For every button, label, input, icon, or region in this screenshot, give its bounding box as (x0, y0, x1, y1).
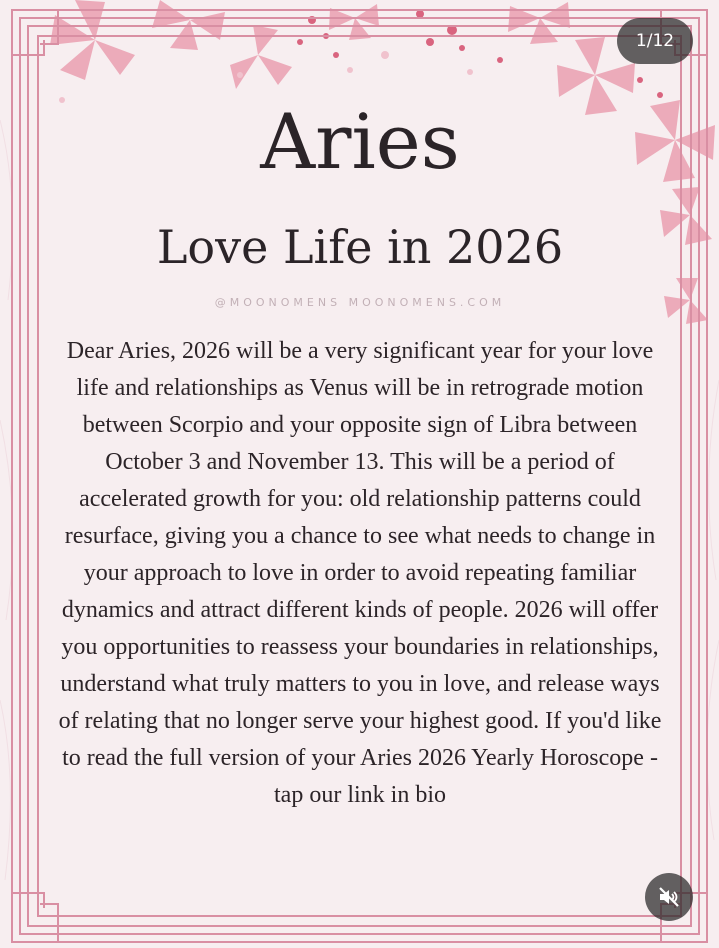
speaker-muted-icon (657, 885, 681, 909)
carousel-page-indicator: 1/12 (617, 18, 693, 64)
watermark-text: @MOONOMENS MOONOMENS.COM (214, 296, 506, 309)
post-content (40, 0, 680, 948)
post-body-text: Dear Aries, 2026 will be a very significant year for your love life and relationships as Venus will be in retrograde motion between Scorpio and your opposite sign of Libra between October 3 and November 13. This will be a period of accelerated growth for you: old relationship patterns could resurface, giving you a chance to see what needs to change in your approach to love in order to avoid repeating familiar dynamics and attract different kinds of people. 2026 will offer you opportunities to reassess your boundaries in relationships, understand what truly matters to you in love, and release ways of relating that no longer serve your highest good. If you'd like to read the full version of your Aries 2026 Yearly Horoscope - tap our link in bio (58, 338, 662, 808)
mute-button[interactable] (645, 873, 693, 921)
post-subtitle: Love Life in 2026 (156, 220, 564, 274)
post-title: Aries (260, 97, 460, 186)
